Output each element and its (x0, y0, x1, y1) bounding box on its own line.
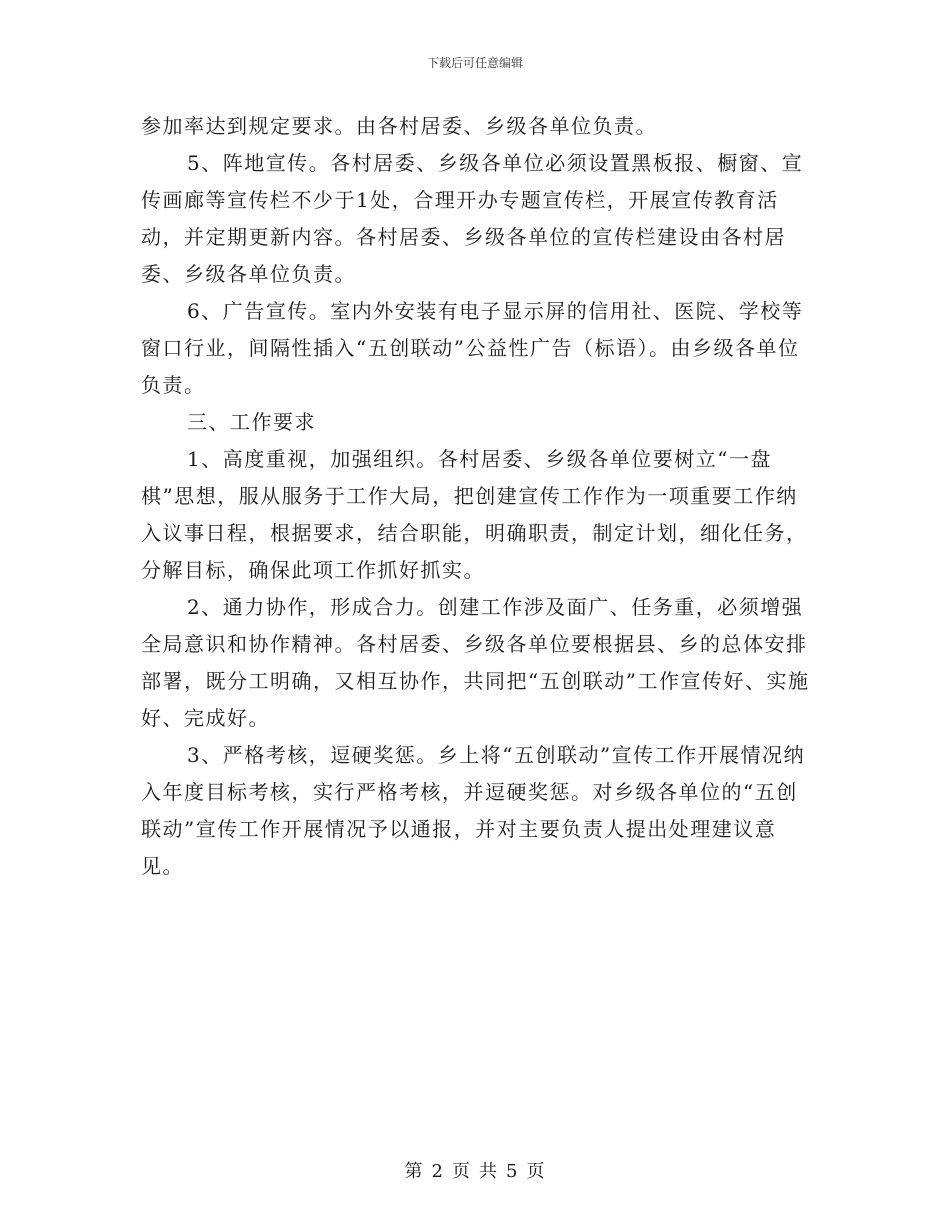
footer-ye-2: 页 (526, 1161, 546, 1182)
document-body (141, 108, 811, 885)
requirement-item-3: 3、严格考核，逗硬奖惩。乡上将“五创联动”宣传工作开展情况纳入年度目标考核，实行严格考核，并逗硬奖惩。对乡级各单位的“五创联动”宣传工作开展情况予以通报，并对主要负责人提出处理建议意见。 (141, 743, 806, 878)
paragraph-item-6: 6、广告宣传。室内外安装有电子显示屏的信用社、医院、学校等窗口行业，间隔性插入“五创联动”公益性广告（标语）。由乡级各单位负责。 (141, 299, 804, 397)
footer-gong: 共 (479, 1161, 498, 1182)
footer-di: 第 (404, 1161, 424, 1182)
footer-total-pages: 5 (506, 1161, 519, 1182)
footer-ye: 页 (452, 1161, 471, 1182)
requirement-item-1: 1、高度重视，加强组织。各村居委、乡级各单位要树立“一盘棋”思想，服从服务于工作大局，把创建宣传工作作为一项重要工作纳入议事日程，根据要求，结合职能，明确职责，制定计划，细化任务，分解目标，确保此项工作抓好抓实。 (141, 447, 808, 582)
header-note: 下载后可任意编辑 (426, 56, 523, 70)
footer-page-number: 2 (431, 1161, 444, 1182)
paragraph-item-5: 5、阵地宣传。各村居委、乡级各单位必须设置黑板报、橱窗、宣传画廊等宣传栏不少于1处，合理开办专题宣传栏，开展宣传教育活动，并定期更新内容。各村居委、乡级各单位的宣传栏建设由各村居委、乡级各单位负责。 (141, 151, 804, 286)
page-footer (0, 1157, 950, 1183)
section-heading-3: 三、工作要求 (187, 410, 316, 434)
requirement-item-2: 2、通力协作，形成合力。创建工作涉及面广、任务重，必须增强全局意识和协作精神。各村居委、乡级各单位要根据县、乡的总体安排部署，既分工明确，又相互协作，共同把“五创联动”工作宣传好、实施好、完成好。 (141, 595, 810, 730)
paragraph-continuation: 参加率达到规定要求。由各村居委、乡级各单位负责。 (141, 114, 657, 138)
